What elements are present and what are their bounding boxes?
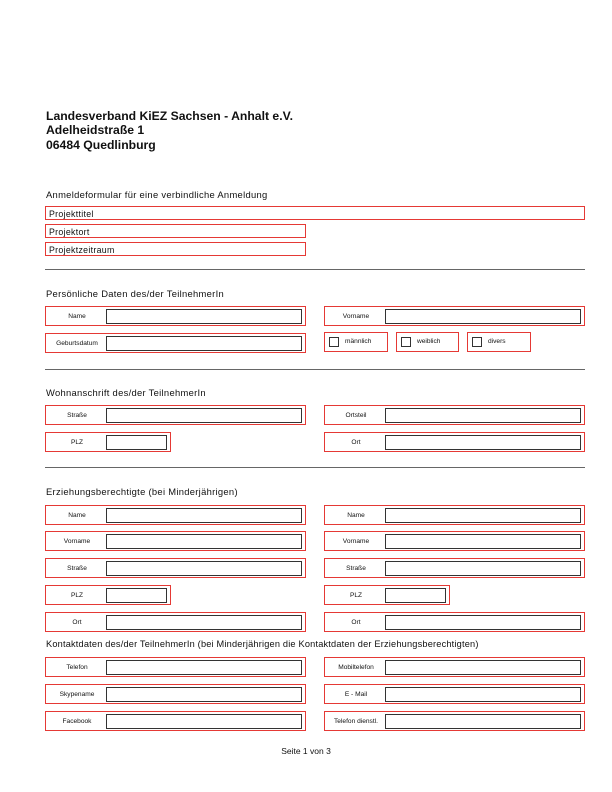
projektort-field[interactable]: [45, 224, 306, 238]
geburtsdatum-input[interactable]: [106, 336, 302, 351]
projektzeitraum-field[interactable]: [45, 242, 306, 256]
telefon-dienstl-field: [324, 711, 585, 731]
organization-city: 06484 Quedlinburg: [46, 138, 156, 152]
facebook-label: Facebook: [62, 718, 92, 725]
organization-street: Adelheidstraße 1: [46, 123, 145, 137]
personal-heading: Persönliche Daten des/der TeilnehmerIn: [46, 288, 224, 299]
gender-maennlich[interactable]: [324, 332, 388, 352]
skypename-input[interactable]: [106, 687, 302, 702]
gender-divers[interactable]: [467, 332, 531, 352]
plz-field: [45, 432, 171, 452]
telefon-input[interactable]: [106, 660, 302, 675]
guardian2-strasse-field: [324, 558, 585, 578]
projektort-label: Projektort: [49, 227, 90, 237]
guardian2-strasse-label: Straße: [346, 565, 366, 572]
mobiltelefon-field: [324, 657, 585, 677]
guardian2-plz-field: [324, 585, 450, 605]
guardian1-vorname-field: [45, 531, 306, 551]
name-field: [45, 306, 306, 326]
plz-label: PLZ: [70, 439, 84, 446]
guardian2-name-input[interactable]: [385, 508, 581, 523]
guardian2-vorname-field: [324, 531, 585, 551]
telefon-field: [45, 657, 306, 677]
facebook-field: [45, 711, 306, 731]
checkbox-maennlich[interactable]: [329, 337, 339, 347]
gender-maennlich-label: männlich: [345, 338, 372, 345]
ort-label: Ort: [351, 439, 361, 446]
ort-input[interactable]: [385, 435, 581, 450]
vorname-label: Vorname: [342, 313, 370, 320]
guardian2-ort-label: Ort: [351, 619, 361, 626]
ortsteil-input[interactable]: [385, 408, 581, 423]
strasse-input[interactable]: [106, 408, 302, 423]
gender-divers-label: divers: [488, 338, 506, 345]
guardian1-name-input[interactable]: [106, 508, 302, 523]
form-title: Anmeldeformular für eine verbindliche Anmeldung: [46, 189, 268, 200]
geburtsdatum-label: Geburtsdatum: [56, 340, 98, 347]
page-number: Seite 1 von 3: [281, 746, 331, 756]
gender-weiblich[interactable]: [396, 332, 459, 352]
guardian1-plz-label: PLZ: [70, 592, 84, 599]
guardians-heading: Erziehungsberechtigte (bei Minderjährigen): [46, 486, 238, 497]
guardian2-ort-field: [324, 612, 585, 632]
telefon-dienstl-input[interactable]: [385, 714, 581, 729]
guardian1-ort-label: Ort: [72, 619, 82, 626]
mobiltelefon-input[interactable]: [385, 660, 581, 675]
skypename-field: [45, 684, 306, 704]
skypename-label: Skypename: [59, 691, 95, 698]
address-heading: Wohnanschrift des/der TeilnehmerIn: [46, 387, 206, 398]
divider: [45, 369, 585, 370]
vorname-field: [324, 306, 585, 326]
checkbox-divers[interactable]: [472, 337, 482, 347]
ort-field: [324, 432, 585, 452]
name-input[interactable]: [106, 309, 302, 324]
ortsteil-label: Ortsteil: [345, 412, 367, 419]
guardian1-plz-input[interactable]: [106, 588, 167, 603]
guardian1-vorname-label: Vorname: [63, 538, 91, 545]
projekttitel-field[interactable]: [45, 206, 585, 220]
guardian2-name-field: [324, 505, 585, 525]
guardian2-plz-input[interactable]: [385, 588, 446, 603]
name-label: Name: [68, 313, 86, 320]
strasse-field: [45, 405, 306, 425]
guardian1-name-label: Name: [68, 512, 86, 519]
facebook-input[interactable]: [106, 714, 302, 729]
guardian2-plz-label: PLZ: [349, 592, 363, 599]
gender-weiblich-label: weiblich: [417, 338, 441, 345]
projekttitel-label: Projekttitel: [49, 209, 94, 219]
guardian1-plz-field: [45, 585, 171, 605]
guardian2-strasse-input[interactable]: [385, 561, 581, 576]
guardian1-name-field: [45, 505, 306, 525]
geburtsdatum-field: [45, 333, 306, 353]
vorname-input[interactable]: [385, 309, 581, 324]
telefon-label: Telefon: [66, 664, 88, 671]
contact-heading: Kontaktdaten des/der TeilnehmerIn (bei Minderjährigen die Kontaktdaten der Erziehungsberechtigten): [46, 639, 479, 649]
organization-name: Landesverband KiEZ Sachsen - Anhalt e.V.: [46, 109, 293, 123]
guardian1-ort-field: [45, 612, 306, 632]
divider: [45, 269, 585, 270]
plz-input[interactable]: [106, 435, 167, 450]
mobiltelefon-label: Mobiltelefon: [338, 664, 374, 671]
guardian2-ort-input[interactable]: [385, 615, 581, 630]
ortsteil-field: [324, 405, 585, 425]
email-label: E - Mail: [344, 691, 368, 698]
guardian2-name-label: Name: [347, 512, 365, 519]
checkbox-weiblich[interactable]: [401, 337, 411, 347]
telefon-dienstl-label: Telefon dienstl.: [334, 718, 378, 725]
email-input[interactable]: [385, 687, 581, 702]
guardian1-ort-input[interactable]: [106, 615, 302, 630]
guardian1-strasse-input[interactable]: [106, 561, 302, 576]
guardian1-strasse-label: Straße: [67, 565, 87, 572]
projektzeitraum-label: Projektzeitraum: [49, 245, 115, 255]
email-field: [324, 684, 585, 704]
guardian1-vorname-input[interactable]: [106, 534, 302, 549]
divider: [45, 467, 585, 468]
strasse-label: Straße: [67, 412, 87, 419]
guardian2-vorname-input[interactable]: [385, 534, 581, 549]
guardian1-strasse-field: [45, 558, 306, 578]
guardian2-vorname-label: Vorname: [342, 538, 370, 545]
